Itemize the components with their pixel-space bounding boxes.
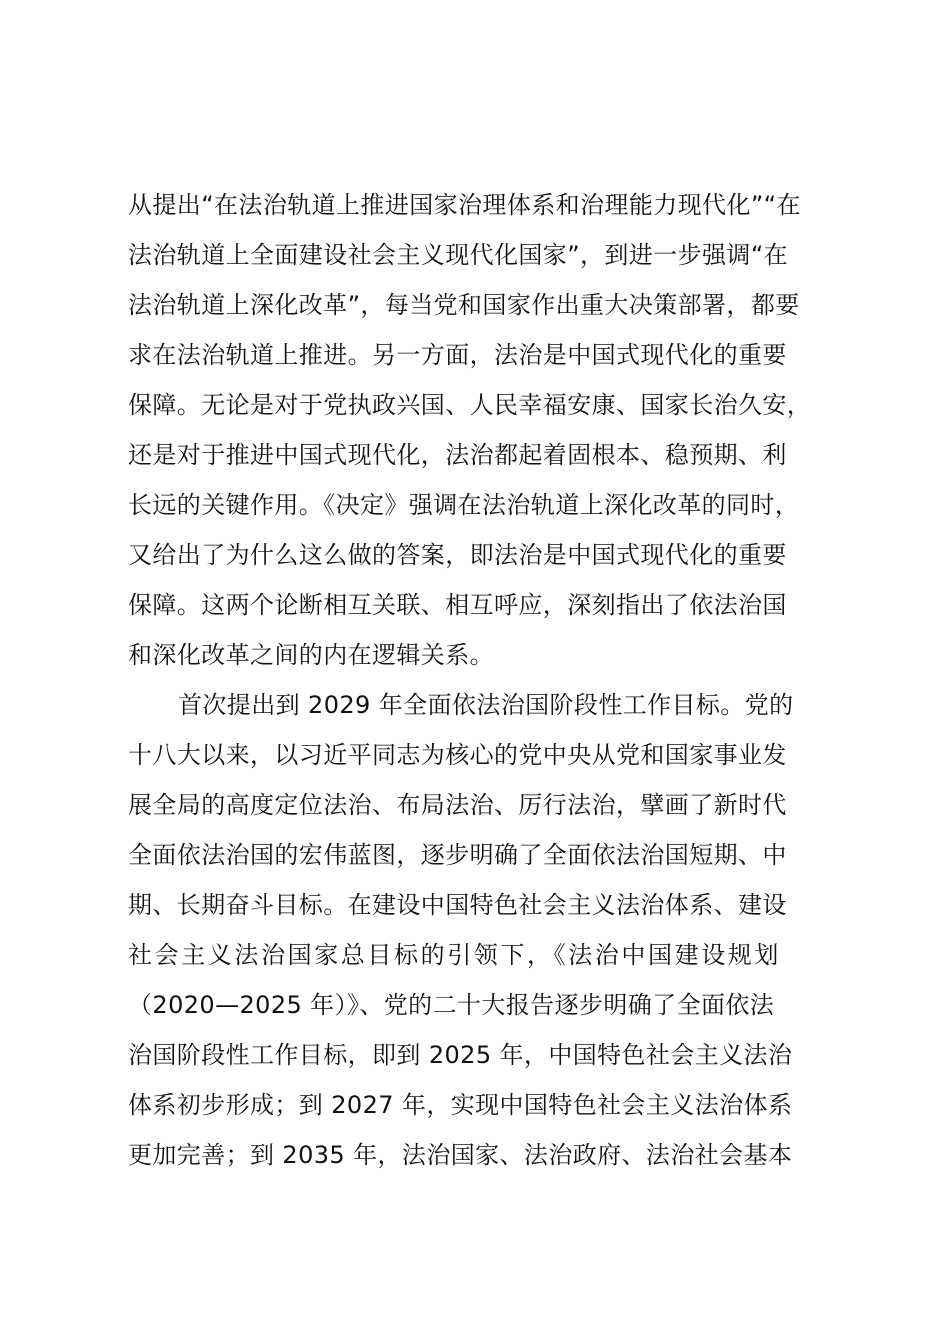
text-line: 期、长期奋斗目标。在建设中国特色社会主义法治体系、建设	[128, 891, 787, 919]
paragraph-first-line: 首次提出到 2029 年全面依法治国阶段性工作目标。党的	[178, 691, 794, 719]
text-line: 保障。这两个论断相互关联、相互呼应，深刻指出了依法治国	[128, 591, 787, 619]
text-line: 体系初步形成；到 2027 年，实现中国特色社会主义法治体系	[128, 1091, 793, 1119]
text-line: 求在法治轨道上推进。另一方面，法治是中国式现代化的重要	[128, 341, 787, 369]
text-line: 法治轨道上全面建设社会主义现代化国家”，到进一步强调“在	[128, 241, 789, 269]
text-line: 治国阶段性工作目标，即到 2025 年，中国特色社会主义法治	[128, 1041, 793, 1069]
text-line: 还是对于推进中国式现代化，法治都起着固根本、稳预期、利	[128, 441, 787, 469]
text-line: 法治轨道上深化改革”，每当党和国家作出重大决策部署，都要	[128, 291, 800, 319]
body-text	[128, 180, 838, 1180]
text-line: （2020—2025 年）》、党的二十大报告逐步明确了全面依法	[128, 991, 775, 1019]
text-line: 全面依法治国的宏伟蓝图，逐步明确了全面依法治国短期、中	[128, 841, 787, 869]
text-line: 从提出“在法治轨道上推进国家治理体系和治理能力现代化”“在	[128, 191, 801, 219]
text-line: 十八大以来，以习近平同志为核心的党中央从党和国家事业发	[128, 741, 787, 769]
text-line: 保障。无论是对于党执政兴国、人民幸福安康、国家长治久安，	[128, 391, 812, 419]
text-line: 更加完善；到 2035 年，法治国家、法治政府、法治社会基本	[128, 1141, 793, 1169]
text-line: 又给出了为什么这么做的答案，即法治是中国式现代化的重要	[128, 541, 787, 569]
text-line: 社会主义法治国家总目标的引领下，《法治中国建设规划	[128, 941, 781, 969]
text-line: 展全局的高度定位法治、布局法治、厉行法治，擘画了新时代	[128, 791, 787, 819]
text-line: 长远的关键作用。《决定》强调在法治轨道上深化改革的同时，	[128, 491, 800, 519]
text-line: 和深化改革之间的内在逻辑关系。	[128, 641, 494, 669]
